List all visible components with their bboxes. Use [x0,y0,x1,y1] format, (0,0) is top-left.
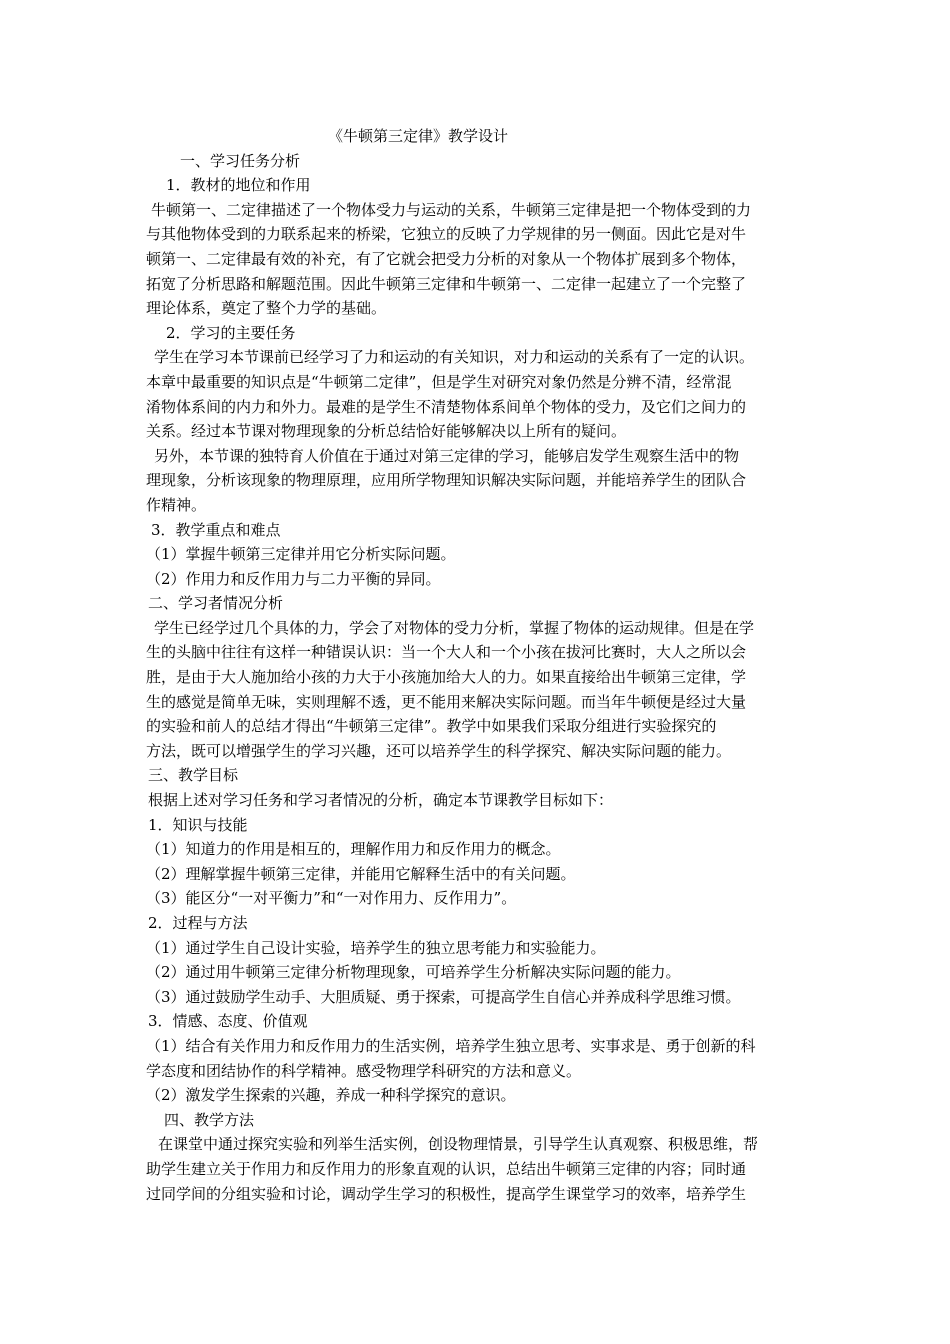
list-item: （2）激发学生探索的兴趣，养成一种科学探究的意识。 [146,1086,516,1105]
list-item: （1）结合有关作用力和反作用力的生活实例，培养学生独立思考、实事求是、勇于创新的科 [146,1036,756,1055]
list-item: （2）理解掌握牛顿第三定律，并能用它解释生活中的有关问题。 [146,864,576,883]
paragraph-line: 关系。经过本节课对物理现象的分析总结恰好能够解决以上所有的疑问。 [146,422,627,441]
paragraph-line: 助学生建立关于作用力和反作用力的形象直观的认识，总结出牛顿第三定律的内容；同时通 [146,1159,747,1178]
list-item: （3）通过鼓励学生动手、大胆质疑、勇于探索，可提高学生自信心并养成科学思维习惯。 [146,987,741,1006]
paragraph-line: 与其他物体受到的力联系起来的桥梁，它独立的反映了力学规律的另一侧面。因此它是对牛 [146,225,747,244]
paragraph-line: 学生在学习本节课前已经学习了力和运动的有关知识，对力和运动的关系有了一定的认识。 [154,348,755,367]
subheading: 3．教学重点和难点 [151,520,281,539]
list-item: （2）作用力和反作用力与二力平衡的异同。 [146,569,441,588]
paragraph-line: 本章中最重要的知识点是“牛顿第二定律”，但是学生对研究对象仍然是分辨不清，经常混 [146,372,732,391]
paragraph-line: 拓宽了分析思路和解题范围。因此牛顿第三定律和牛顿第一、二定律一起建立了一个完整了 [146,274,747,293]
paragraph-line: 根据上述对学习任务和学习者情况的分析，确定本节课教学目标如下： [148,791,614,810]
heading-section-3: 三、教学目标 [148,766,239,785]
list-item: （2）通过用牛顿第三定律分析物理现象，可培养学生分析解决实际问题的能力。 [146,963,681,982]
paragraph-line: 顿第一、二定律最有效的补充，有了它就会把受力分析的对象从一个物体扩展到多个物体， [146,249,747,268]
paragraph-line: 在课堂中通过探究实验和列举生活实例，创设物理情景，引导学生认真观察、积极思维，帮 [158,1135,759,1154]
heading-section-4: 四、教学方法 [164,1110,255,1129]
paragraph-line: 生的头脑中往往有这样一种错误认识：当一个大人和一个小孩在拔河比赛时，大人之所以会 [146,643,747,662]
heading-section-1: 一、学习任务分析 [180,151,301,170]
heading-section-2: 二、学习者情况分析 [148,594,284,613]
list-item: （1）知道力的作用是相互的，理解作用力和反作用力的概念。 [146,840,561,859]
paragraph-line: 淆物体系间的内力和外力。最难的是学生不清楚物体系间单个物体的受力，及它们之间力的 [146,397,747,416]
list-item: （1）掌握牛顿第三定律并用它分析实际问题。 [146,545,456,564]
document-title: 《牛顿第三定律》教学设计 [328,127,509,145]
subheading: 1．知识与技能 [148,815,248,834]
document-body [146,124,818,1206]
paragraph-line: 生的感觉是简单无味，实则理解不透，更不能用来解决实际问题。而当年牛顿便是经过大量 [146,692,747,711]
subheading: 3．情感、态度、价值观 [148,1012,308,1031]
paragraph-line: 作精神。 [146,495,207,514]
paragraph-line: 另外，本节课的独特育人价值在于通过对第三定律的学习，能够启发学生观察生活中的物 [154,446,740,465]
paragraph-line: 理现象，分析该现象的物理原理，应用所学物理知识解决实际问题，并能培养学生的团队合 [146,471,747,490]
paragraph-line: 的实验和前人的总结才得出“牛顿第三定律”。教学中如果我们采取分组进行实验探究的 [146,717,717,736]
subheading: 2．过程与方法 [148,914,248,932]
paragraph-line: 理论体系，奠定了整个力学的基础。 [146,299,387,318]
list-item: （3）能区分“一对平衡力”和“一对作用力、反作用力”。 [146,889,517,908]
subheading: 2．学习的主要任务 [166,323,296,342]
paragraph-line: 胜，是由于大人施加给小孩的力大于小孩施加给大人的力。如果直接给出牛顿第三定律，学 [146,668,747,687]
paragraph-line: 过同学间的分组实验和讨论，调动学生学习的积极性，提高学生课堂学习的效率，培养学生 [146,1184,747,1203]
paragraph-line: 学态度和团结协作的科学精神。感受物理学科研究的方法和意义。 [146,1061,582,1080]
paragraph-line: 方法，既可以增强学生的学习兴趣，还可以培养学生的科学探究、解决实际问题的能力。 [146,741,732,760]
paragraph-line: 牛顿第一、二定律描述了一个物体受力与运动的关系，牛顿第三定律是把一个物体受到的力 [151,200,752,219]
list-item: （1）通过学生自己设计实验，培养学生的独立思考能力和实验能力。 [146,938,606,957]
subheading: 1．教材的地位和作用 [166,176,311,195]
paragraph-line: 学生已经学过几个具体的力，学会了对物体的受力分析，掌握了物体的运动规律。但是在学 [154,618,755,637]
